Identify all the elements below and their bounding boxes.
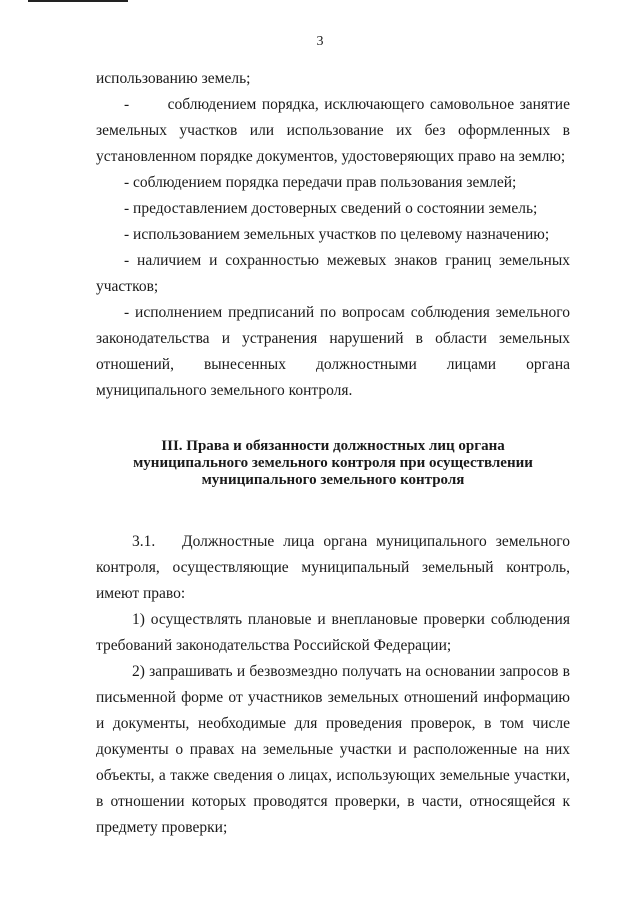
section-heading-line-3: муниципального земельного контроля xyxy=(201,472,465,488)
clause-3-1-item-2: 2) запрашивать и безвозмездно получать на основании запросов в письменной форме от участников земельных отношений информацию и документы, необходимые для проведения проверок, в том числе документы о правах на земельные участки и расположенные на них объекты, а также сведения о лицах, использующих земельные участки, в отношении которых проводятся проверки, в части, относящейся к предмету проверки; xyxy=(96,663,570,836)
list-item-intended-use: - использованием земельных участков по целевому назначению; xyxy=(124,226,550,243)
clause-3-1-item-1: 1) осуществлять плановые и внеплановые проверки соблюдения требований законодательства Российской Федерации; xyxy=(96,611,570,654)
clause-3-1: 3.1. Должностные лица органа муниципального земельного контроля, осуществляющие муниципальный земельный контроль, имеют право: xyxy=(96,533,570,602)
section-heading-line-2: муниципального земельного контроля при осуществлении xyxy=(133,455,533,471)
paragraph-continuation: использованию земель; xyxy=(96,70,251,87)
section-heading-line-1: III. Права и обязанности должностных лиц органа xyxy=(161,438,505,454)
section-heading xyxy=(96,438,570,489)
page-number: 3 xyxy=(316,34,324,49)
list-item-reliable-info: - предоставлением достоверных сведений о состоянии земель; xyxy=(124,200,538,217)
list-item-transfer-rights: - соблюдением порядка передачи прав пользования землей; xyxy=(124,174,517,191)
list-item-orders-execution: - исполнением предписаний по вопросам соблюдения земельного законодательства и устранения нарушений в области земельных отношений, вынесенных должностными лицами органа муниципального земельного контроля. xyxy=(96,304,570,399)
top-rule xyxy=(28,0,128,2)
document-body xyxy=(96,66,570,841)
list-item-unauthorized-occupation: - соблюдением порядка, исключающего самовольное занятие земельных участков или использование их без оформленных в установленном порядке документов, удостоверяющих право на землю; xyxy=(96,96,570,165)
list-item-boundary-marks: - наличием и сохранностью межевых знаков границ земельных участков; xyxy=(96,252,570,295)
